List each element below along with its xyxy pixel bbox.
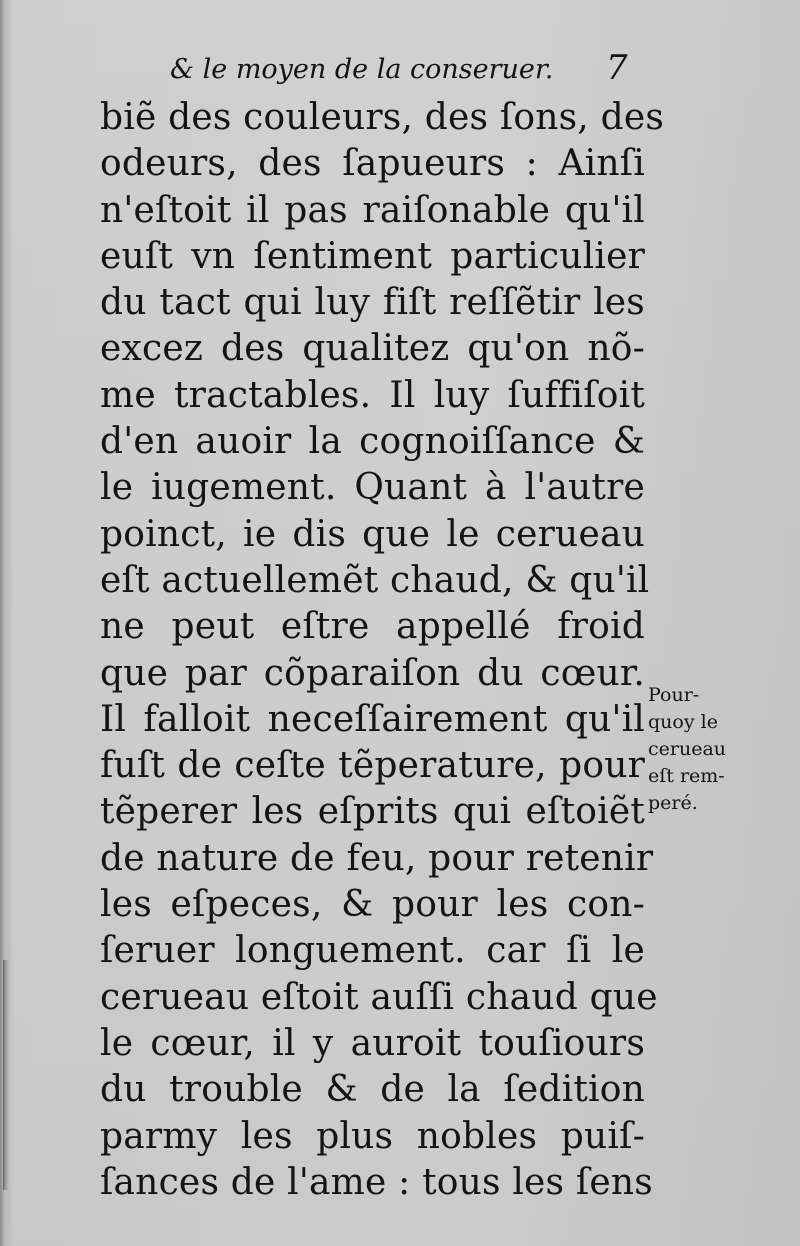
text-line: fuſt de ceſte tẽperature, pour bbox=[100, 745, 645, 787]
text-line: parmy les plus nobles puiſ- bbox=[100, 1115, 645, 1157]
text-line: eſt actuellemẽt chaud, & qu'il bbox=[100, 559, 650, 601]
body-text bbox=[100, 95, 665, 1206]
text-line: du trouble & de la ſedition bbox=[100, 1069, 645, 1111]
text-line: me tractables. Il luy ſuffiſoit bbox=[100, 374, 645, 416]
running-head: & le moyen de la conseruer. bbox=[170, 54, 554, 85]
text-line: ſances de l'ame : tous les ſens bbox=[100, 1161, 653, 1203]
margin-note bbox=[648, 682, 788, 817]
text-line: euſt vn ſentiment particulier bbox=[100, 235, 645, 277]
text-line: tẽperer les eſprits qui eſtoiẽt bbox=[100, 791, 645, 833]
text-line: les eſpeces, & pour les con- bbox=[100, 884, 645, 926]
text-line: ne peut eſtre appellé froid bbox=[100, 606, 645, 648]
margin-note-line: peré. bbox=[648, 792, 698, 814]
text-line: n'eſtoit il pas raiſonable qu'il bbox=[100, 189, 645, 231]
text-line: ſeruer longuement. car ſi le bbox=[100, 930, 645, 972]
text-line: le iugement. Quant à l'autre bbox=[100, 467, 645, 509]
text-line: Il falloit neceſſairement qu'il bbox=[100, 698, 645, 740]
text-line: cerueau eſtoit auſſi chaud que bbox=[100, 976, 658, 1018]
margin-note-line: cerueau bbox=[648, 738, 727, 760]
text-line: biẽ des couleurs, des ſons, des bbox=[100, 97, 665, 138]
page-header bbox=[170, 48, 640, 96]
margin-note-line: eſt rem- bbox=[648, 765, 725, 787]
text-line: excez des qualitez qu'on nõ- bbox=[100, 328, 645, 370]
text-line: poinct, ie dis que le cerueau bbox=[100, 513, 645, 555]
text-line: le cœur, il y auroit touſiours bbox=[100, 1022, 645, 1064]
text-line: d'en auoir la cognoiſſance & bbox=[100, 421, 645, 463]
margin-note-line: quoy le bbox=[648, 711, 718, 733]
text-line: du tact qui luy fiſt reſſẽtir les bbox=[100, 282, 645, 324]
margin-note-line: Pour- bbox=[648, 684, 700, 706]
page-number: 7 bbox=[606, 48, 628, 88]
text-line: que par cõparaiſon du cœur. bbox=[100, 652, 645, 694]
text-line: de nature de feu, pour retenir bbox=[100, 837, 654, 879]
text-line: odeurs, des ſapueurs : Ainſi bbox=[100, 143, 645, 185]
binding-mark bbox=[3, 960, 9, 1190]
